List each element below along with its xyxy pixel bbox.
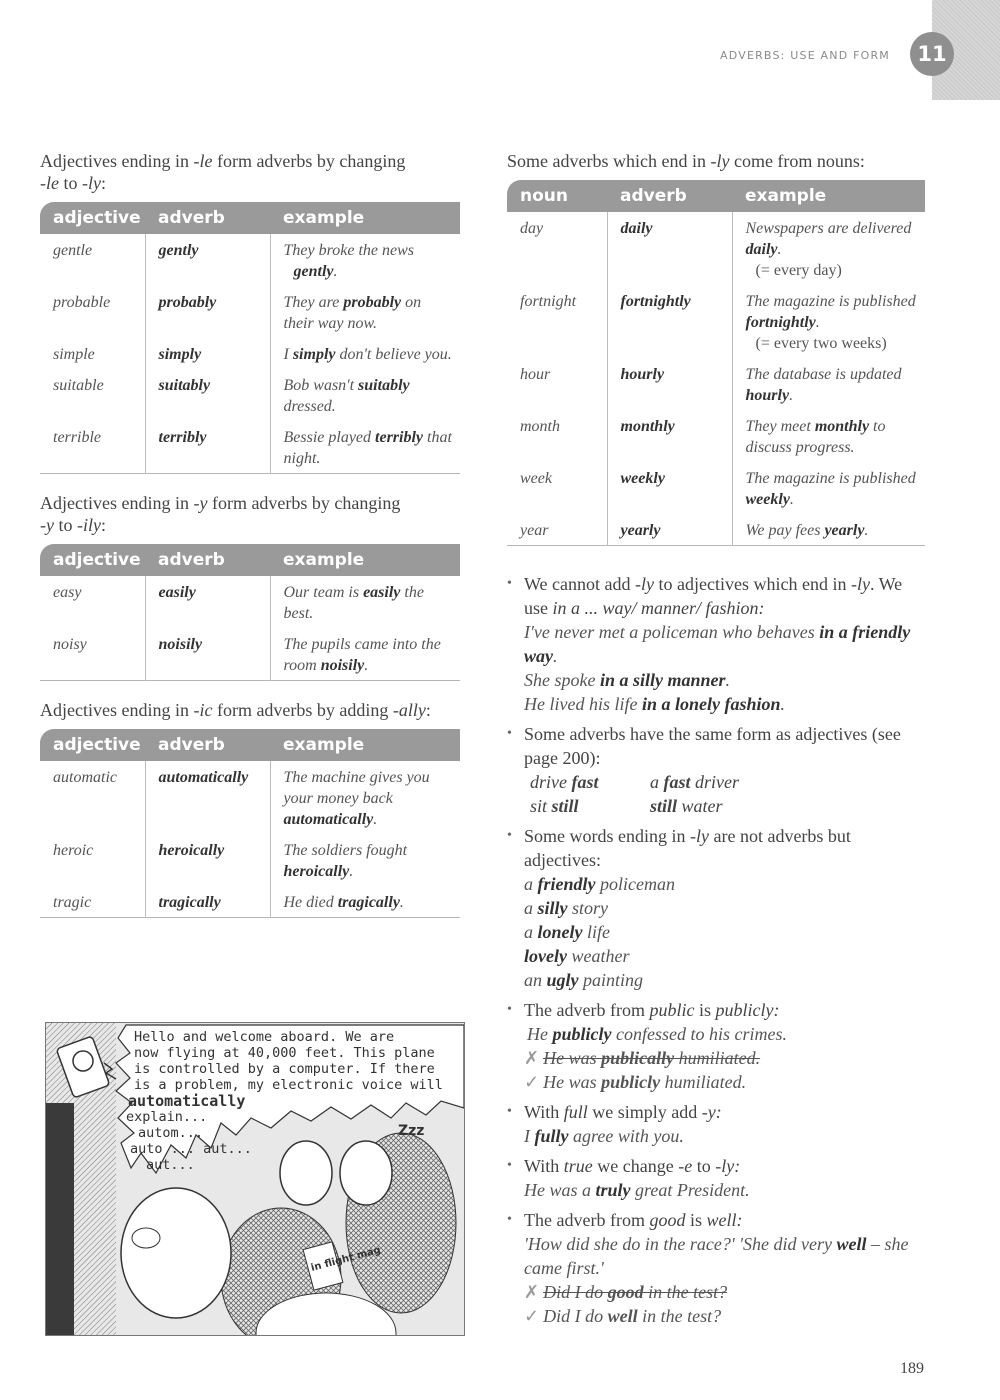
table-ic-adverbs — [40, 729, 460, 918]
cross-icon: ✗ — [524, 1282, 540, 1302]
table-row — [507, 514, 925, 546]
column-header: adverb — [607, 180, 732, 212]
correct-example: ✓ He was publicly humiliated. — [524, 1072, 747, 1092]
adjective-cell: probable — [40, 286, 145, 338]
example-cell: The database is updated hourly. — [745, 366, 902, 404]
table-row — [40, 369, 460, 421]
column-header: adjective — [40, 544, 145, 576]
example-cell: The magazine is published fortnightly. (= every two weeks) — [745, 293, 916, 352]
noun-cell: month — [507, 410, 607, 462]
table-row — [40, 834, 460, 886]
cartoon-illustration — [45, 1022, 465, 1336]
left-column — [40, 150, 460, 918]
example-cell: They meet monthly to discuss progress. — [745, 418, 886, 456]
section-intro-ic: Adjectives ending in -ic form adverbs by adding -ally: — [40, 700, 431, 720]
adverb-cell: noisily — [145, 628, 270, 681]
rule-same-form: • Some adverbs have the same form as adjectives (see page 200): drive fast a fast driver sit still still water — [507, 722, 925, 818]
example-pair: drive fast a fast driver — [530, 772, 739, 792]
table-row — [40, 234, 460, 286]
table-row — [40, 421, 460, 474]
check-icon: ✓ — [524, 1306, 540, 1326]
adjective-cell: heroic — [40, 834, 145, 886]
table-row — [40, 628, 460, 681]
snore-text: Zzz — [398, 1123, 425, 1139]
adverb-cell: tragically — [145, 886, 270, 918]
adverb-cell: easily — [145, 576, 270, 628]
adjective-cell: noisy — [40, 628, 145, 681]
noun-cell: year — [507, 514, 607, 546]
rule-ly-not-adverbs: • Some words ending in -ly are not adverbs but adjectives: a friendly policeman a silly story a lonely life lovely weather an ugly painting — [507, 824, 925, 992]
table-row — [507, 285, 925, 358]
example-cell: Our team is easily the best. — [283, 584, 424, 622]
example-cell: The pupils came into the room noisily. — [283, 636, 441, 674]
rule-good-well: • The adverb from good is well: 'How did she do in the race?' 'She did very well – she came first.' ✗ Did I do good in the test? ✓ Did I do well in the test? — [507, 1208, 925, 1328]
column-header: example — [270, 729, 460, 761]
page-number: 189 — [900, 1360, 924, 1377]
rules-list — [507, 572, 925, 1328]
adjective-cell: automatic — [40, 761, 145, 834]
speech-bubble-text: Hello and welcome aboard. We are now flying at 40,000 feet. This plane is controlled by a computer. If there is a problem, my electronic voice will automatically explain... autom... auto ... aut... aut... — [126, 1029, 443, 1173]
section-intro-y: Adjectives ending in -y form adverbs by changing -y to -ily: — [40, 493, 401, 535]
right-column — [507, 150, 925, 1334]
column-header: adverb — [145, 202, 270, 234]
adverb-cell: hourly — [607, 358, 732, 410]
magazine-label: in flight mag — [309, 1244, 382, 1274]
correct-example: ✓ Did I do well in the test? — [524, 1306, 722, 1326]
column-header: adjective — [40, 202, 145, 234]
table-row — [507, 410, 925, 462]
example-cell: Newspapers are delivered daily. (= every day) — [745, 220, 912, 279]
column-header: example — [732, 180, 925, 212]
section-intro-nouns: Some adverbs which end in -ly come from nouns: — [507, 151, 865, 171]
table-y-adverbs — [40, 544, 460, 681]
table-row — [40, 886, 460, 918]
adverb-cell: fortnightly — [607, 285, 732, 358]
table-le-adverbs — [40, 202, 460, 474]
adverb-cell: probably — [145, 286, 270, 338]
example-cell: They broke the news gently. — [283, 242, 414, 280]
adjective-cell: gentle — [40, 234, 145, 286]
example-cell: The magazine is published weekly. — [745, 470, 916, 508]
adverb-cell: weekly — [607, 462, 732, 514]
column-header: adverb — [145, 544, 270, 576]
incorrect-example: ✗ Did I do good in the test? — [524, 1282, 728, 1302]
check-icon: ✓ — [524, 1072, 540, 1092]
adjective-cell: suitable — [40, 369, 145, 421]
example-cell: The soldiers fought heroically. — [283, 842, 408, 880]
adverb-cell: automatically — [145, 761, 270, 834]
adverb-cell: daily — [607, 212, 732, 285]
incorrect-example: ✗ He was publically humiliated. — [524, 1048, 761, 1068]
column-header: example — [270, 202, 460, 234]
section-intro-le: Adjectives ending in -le form adverbs by changing -le to -ly: — [40, 151, 406, 193]
column-header: noun — [507, 180, 607, 212]
example-cell: I simply don't believe you. — [283, 346, 452, 363]
rule-full: • With full we simply add -y: I fully agree with you. — [507, 1100, 925, 1148]
example-cell: They are probably on their way now. — [283, 294, 422, 332]
adverb-cell: yearly — [607, 514, 732, 546]
adverb-cell: gently — [145, 234, 270, 286]
column-header: adverb — [145, 729, 270, 761]
example-pair: sit still still water — [530, 796, 723, 816]
noun-cell: hour — [507, 358, 607, 410]
noun-cell: week — [507, 462, 607, 514]
adverb-cell: monthly — [607, 410, 732, 462]
rule-true: • With true we change -e to -ly: He was a truly great President. — [507, 1154, 925, 1202]
adjective-cell: simple — [40, 338, 145, 369]
noun-cell: day — [507, 212, 607, 285]
column-header: example — [270, 544, 460, 576]
rule-ly-adjectives: • We cannot add -ly to adjectives which end in -ly. We use in a ... way/ manner/ fashion: I've never met a policeman who behaves in a friendly way. She spoke in a silly manner. He lived his life in a lonely fashion. — [507, 572, 925, 716]
adverb-cell: heroically — [145, 834, 270, 886]
table-row — [40, 338, 460, 369]
table-row — [40, 576, 460, 628]
table-noun-adverbs — [507, 180, 925, 546]
noun-cell: fortnight — [507, 285, 607, 358]
adverb-cell: simply — [145, 338, 270, 369]
table-row — [40, 761, 460, 834]
adverb-cell: terribly — [145, 421, 270, 474]
chapter-number-badge: 11 — [910, 32, 954, 76]
column-header: adjective — [40, 729, 145, 761]
table-row — [507, 462, 925, 514]
example-cell: We pay fees yearly. — [745, 522, 869, 539]
example-cell: He died tragically. — [283, 894, 404, 911]
cross-icon: ✗ — [524, 1048, 540, 1068]
adjective-cell: tragic — [40, 886, 145, 918]
example-cell: Bob wasn't suitably dressed. — [283, 377, 410, 415]
rule-publicly: • The adverb from public is publicly: He publicly confessed to his crimes. ✗ He was publically humiliated. ✓ He was publicly humiliated. — [507, 998, 925, 1094]
running-head: ADVERBS: USE AND FORM — [720, 49, 890, 62]
adjective-cell: terrible — [40, 421, 145, 474]
table-row — [507, 212, 925, 285]
adjective-cell: easy — [40, 576, 145, 628]
table-row — [507, 358, 925, 410]
adverb-cell: suitably — [145, 369, 270, 421]
table-row — [40, 286, 460, 338]
example-cell: The machine gives you your money back automatically. — [283, 769, 430, 828]
example-cell: Bessie played terribly that night. — [283, 429, 452, 467]
